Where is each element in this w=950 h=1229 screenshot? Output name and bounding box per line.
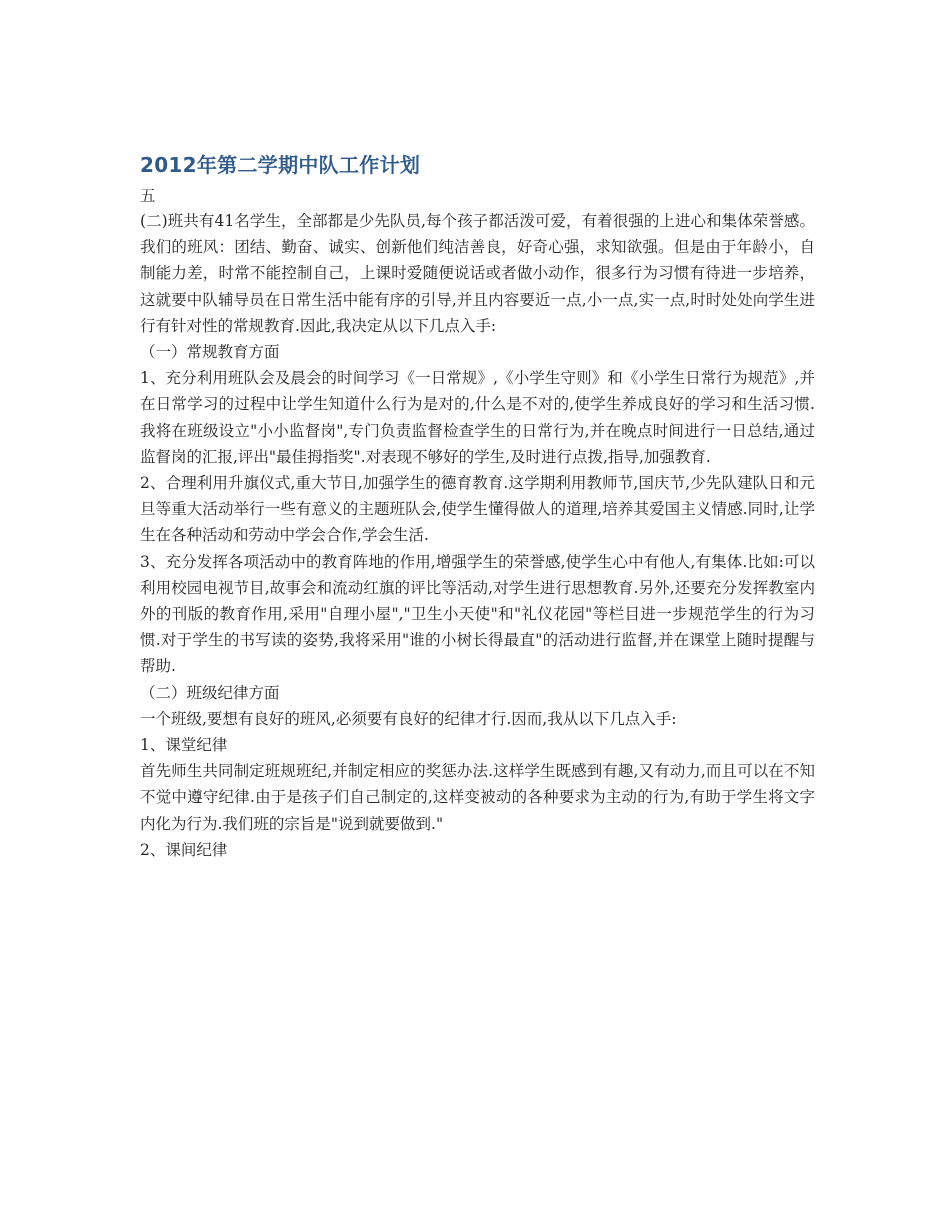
paragraph-item-1: 1、充分利用班队会及晨会的时间学习《一日常规》,《小学生守则》和《小学生日常行为规范》,并在日常学习的过程中让学生知道什么行为是对的,什么是不对的,使学生养成良好的学习和生活习惯.我将在班级设立"小小监督岗",专门负责监督检查学生的日常行为,并在晚点时间进行一日总结,通过监督岗的汇报,评出"最佳拇指奖".对表现不够好的学生,及时进行点拨,指导,加强教育. <box>140 369 815 466</box>
paragraph-item-3: 3、充分发挥各项活动中的教育阵地的作用,增强学生的荣誉感,使学生心中有他人,有集体.比如:可以利用校园电视节目,故事会和流动红旗的评比等活动,对学生进行思想教育.另外,还要充分发挥教室内外的刊版的教育作用,采用"自理小屋","卫生小天使"和"礼仪花园"等栏目进一步规范学生的行为习惯.对于学生的书写读的姿势,我将采用"谁的小树长得最直"的活动进行监督,并在课堂上随时提醒与帮助. <box>140 552 815 676</box>
section-heading-class-discipline: （二）班级纪律方面 <box>140 683 280 702</box>
document-subtitle: 五 <box>140 187 156 205</box>
document-title: 2012年第二学期中队工作计划 <box>140 153 421 177</box>
document-page <box>140 150 815 863</box>
paragraph-classroom-discipline: 首先师生共同制定班规班纪,并制定相应的奖惩办法.这样学生既感到有趣,又有动力,而且可以在不知不觉中遵守纪律.由于是孩子们自己制定的,这样变被动的各种要求为主动的行为,有助于学生将文字内化为行为.我们班的宗旨是"说到就要做到." <box>140 762 815 833</box>
paragraph-discipline-intro: 一个班级,要想有良好的班风,必须要有良好的纪律才行.因而,我从以下几点入手: <box>140 709 677 728</box>
subheading-break-discipline: 2、课间纪律 <box>140 840 228 859</box>
paragraph-item-2: 2、合理利用升旗仪式,重大节日,加强学生的德育教育.这学期利用教师节,国庆节,少先队建队日和元旦等重大活动举行一些有意义的主题班队会,使学生懂得做人的道理,培养其爱国主义情感.同时,让学生在各种活动和劳动中学会合作,学会生活. <box>140 474 815 545</box>
subheading-classroom-discipline: 1、课堂纪律 <box>140 736 228 755</box>
section-heading-routine-education: （一）常规教育方面 <box>140 343 280 362</box>
paragraph-intro: (二)班共有41名学生，全部都是少先队员,每个孩子都活泼可爱，有着很强的上进心和集体荣誉感。我们的班风：团结、勤奋、诚实、创新他们纯洁善良，好奇心强，求知欲强。但是由于年龄小，自制能力差，时常不能控制自己，上课时爱随便说话或者做小动作，很多行为习惯有待进一步培养，这就要中队辅导员在日常生活中能有序的引导,并且内容要近一点,小一点,实一点,时时处处向学生进行有针对性的常规教育.因此,我决定从以下几点入手: <box>140 212 815 335</box>
